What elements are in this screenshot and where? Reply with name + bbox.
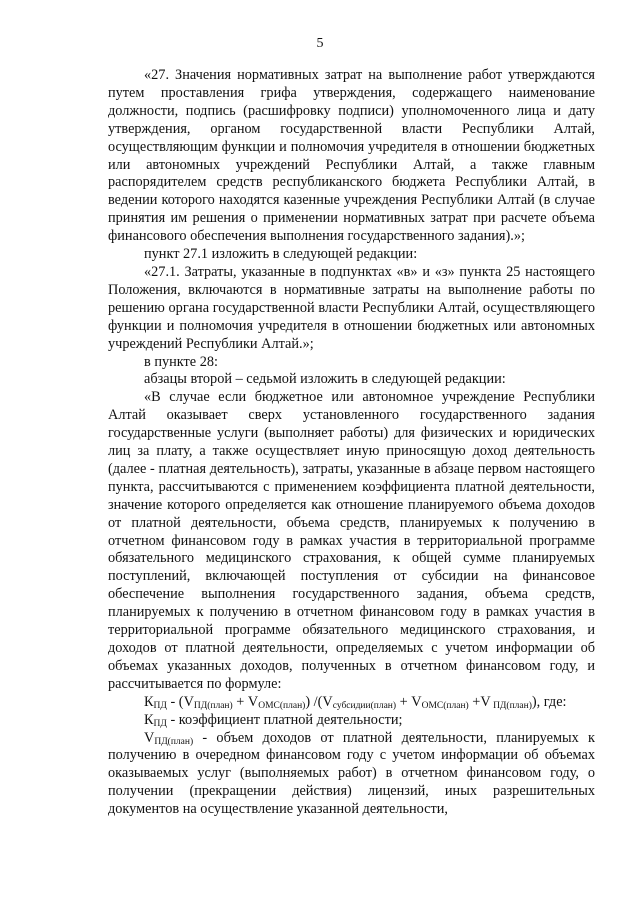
formula-v5-subscript: ПД(план) bbox=[490, 700, 532, 711]
formula-v1-subscript: ПД(план) bbox=[193, 700, 233, 711]
definition-kpd bbox=[108, 712, 595, 730]
document-body bbox=[108, 67, 595, 819]
formula-divide: ) /( bbox=[305, 693, 323, 710]
paragraph-item-27: «27. Значения нормативных затрат на выполнение работ утверждаются путем проставления грифа утверждения, содержащего наименование должности, подпись (расшифровку подписи) уполномоченного лица и дату утверждения, органом государственной власти Республики Алтай, осуществляющим функции и полномочия учредителя в отношении бюджетных или автономных учреждений Республики Алтай, а также главным распорядителем средств республиканского бюджета Республики Алтай, в ведении которого находятся казенные учреждения Республики Алтай (в случае принятия им решения о применении нормативных затрат при расчете объема финансового обеспечения выполнения государственного задания).»; bbox=[108, 67, 595, 245]
definition-vpd bbox=[108, 730, 595, 820]
formula-end: ), где: bbox=[531, 693, 567, 710]
formula-v3-subscript: субсидии(план) bbox=[332, 700, 397, 711]
paragraph-amend-28-abz: абзацы второй – седьмой изложить в следующей редакции: bbox=[144, 371, 506, 388]
definition-kpd-text: - коэффициент платной деятельности; bbox=[166, 711, 403, 728]
formula-v5-symbol: V bbox=[480, 693, 491, 710]
formula-equals: - ( bbox=[166, 693, 184, 710]
formula-v4-symbol: V bbox=[411, 693, 422, 710]
formula-v1-symbol: V bbox=[183, 693, 194, 710]
paragraph-item-27-1: «27.1. Затраты, указанные в подпунктах «в» и «з» пункта 25 настоящего Положения, включаются в нормативные затраты на выполнение работы по решению органа государственной власти Республики Алтай, осуществляющего функции и полномочия учредителя в отношении бюджетных или автономных учреждений Республики Алтай.»; bbox=[108, 263, 595, 352]
definition-vpd-symbol: V bbox=[144, 729, 155, 746]
formula-kpd bbox=[108, 694, 595, 712]
definition-vpd-subscript: ПД(план) bbox=[154, 736, 194, 747]
formula-v2-subscript: ОМС(план) bbox=[258, 700, 306, 711]
definition-kpd-subscript: ПД bbox=[153, 718, 167, 729]
definition-kpd-symbol: К bbox=[144, 711, 154, 728]
formula-v3-symbol: V bbox=[322, 693, 333, 710]
definition-vpd-text: - объем доходов от платной деятельности, планируемых к получению в очередном финансовом году с учетом информации об объемах оказываемых услуг (выполняемых работ) в отчетном финансовом году, о получении (прекращении действия) лицензий, иных разрешительных документов на осуществление указанной деятельности, bbox=[108, 729, 595, 818]
formula-k-subscript: ПД bbox=[153, 700, 167, 711]
formula-plus-2: + bbox=[396, 693, 412, 710]
formula-v2-symbol: V bbox=[247, 693, 259, 710]
paragraph-item-28-text: «В случае если бюджетное или автономное учреждение Республики Алтай оказывает сверх установленного государственного задания государственные услуги (выполняет работы) для физических и юридических лиц за плату, а также осуществляет иную приносящую доход деятельность (далее - платная деятельность), затраты, указанные в абзаце первом настоящего пункта, рассчитываются с применением коэффициента платной деятельности, значение которого определяется как отношение планируемого объема доходов от платной деятельности, объема средств, планируемых к получению в отчетном финансовом году в рамках участия в территориальной программе обязательного медицинского страхования, к общей сумме планируемых поступлений, включающей поступления от субсидии на финансовое обеспечение выполнения государственного задания, объема средств, планируемых к получению в отчетном финансовом году в рамках участия в территориальной программе обязательного медицинского страхования, и доходов от платной деятельности, определяемых с учетом информации об объемах указанных доходов, полученных в отчетном финансовом году, и рассчитывается по формуле: bbox=[108, 389, 595, 692]
formula-k-symbol: К bbox=[144, 693, 154, 710]
formula-plus-1: + bbox=[232, 693, 248, 710]
paragraph-amend-28: в пункте 28: bbox=[144, 353, 218, 370]
paragraph-amend-27-1: пункт 27.1 изложить в следующей редакции: bbox=[144, 246, 418, 263]
page-number: 5 bbox=[316, 36, 324, 51]
formula-plus-3: + bbox=[468, 693, 481, 710]
formula-v4-subscript: ОМС(план) bbox=[421, 700, 469, 711]
